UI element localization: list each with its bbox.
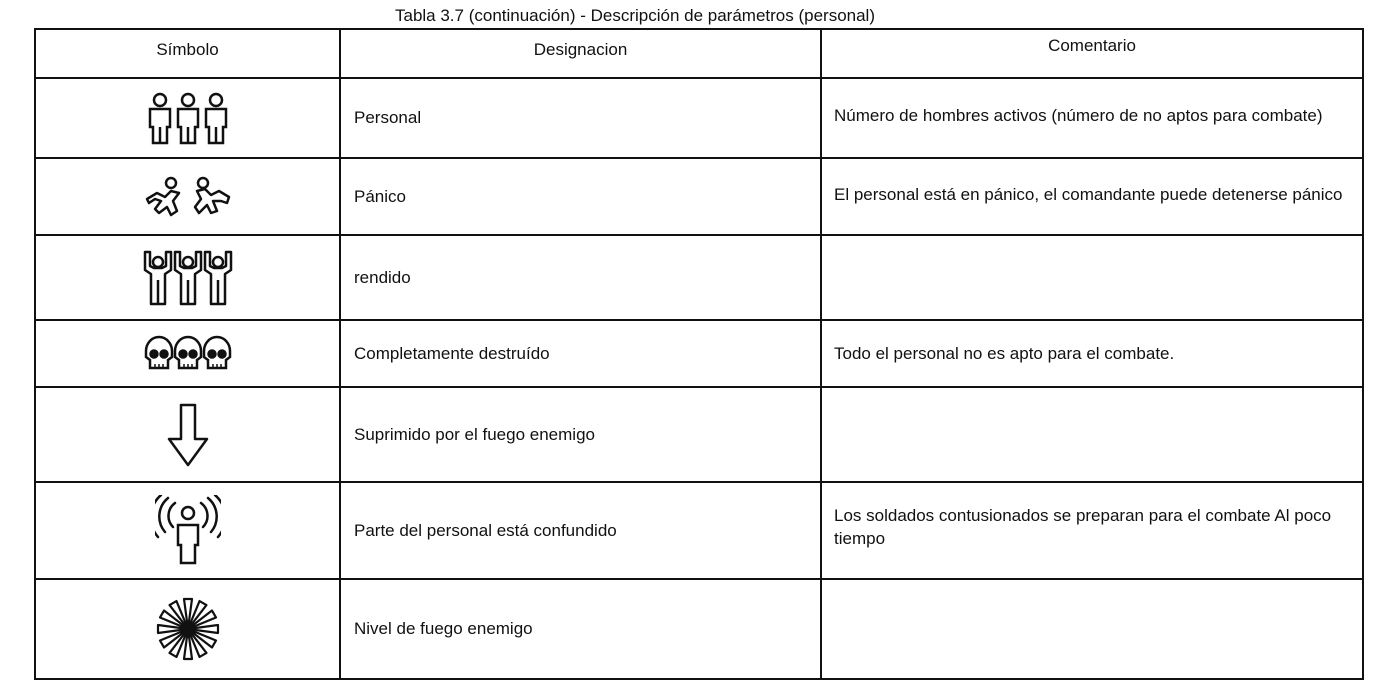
- designation-cell: rendido: [340, 235, 821, 320]
- table-row: [35, 579, 1363, 679]
- comment-cell: [821, 235, 1363, 320]
- table-row: [35, 78, 1363, 158]
- symbol-cell: [35, 387, 340, 482]
- comment-cell: [821, 387, 1363, 482]
- designation-cell: Personal: [340, 78, 821, 158]
- comment-cell: Todo el personal no es apto para el combate.: [821, 320, 1363, 387]
- table-row: [35, 235, 1363, 320]
- symbol-cell: [35, 579, 340, 679]
- comment-cell: Número de hombres activos (número de no aptos para combate): [821, 78, 1363, 158]
- table-row: [35, 387, 1363, 482]
- symbol-cell: [35, 235, 340, 320]
- table-row: [35, 158, 1363, 235]
- parameters-table: [34, 28, 1364, 680]
- header-symbol: Símbolo: [35, 29, 340, 78]
- comment-cell: El personal está en pánico, el comandante puede detenerse pánico: [821, 158, 1363, 235]
- three-skulls-icon: [143, 334, 233, 374]
- symbol-cell: [35, 320, 340, 387]
- comment-cell: Los soldados contusionados se preparan para el combate Al poco tiempo: [821, 482, 1363, 579]
- table-row: [35, 482, 1363, 579]
- designation-cell: Completamente destruído: [340, 320, 821, 387]
- table-caption: Tabla 3.7 (continuación) - Descripción de parámetros (personal): [394, 6, 875, 25]
- designation-cell: Pánico: [340, 158, 821, 235]
- symbol-cell: [35, 78, 340, 158]
- down-arrow-icon: [165, 402, 211, 468]
- table-header-row: [35, 29, 1363, 78]
- three-soldiers-icon: [146, 91, 230, 145]
- designation-cell: Nivel de fuego enemigo: [340, 579, 821, 679]
- starburst-icon: [152, 593, 224, 665]
- confused-soldier-icon: [155, 495, 221, 567]
- panic-soldiers-icon: [145, 175, 231, 219]
- designation-cell: Suprimido por el fuego enemigo: [340, 387, 821, 482]
- symbol-cell: [35, 158, 340, 235]
- symbol-cell: [35, 482, 340, 579]
- comment-cell: [821, 579, 1363, 679]
- header-designation: Designacion: [340, 29, 821, 78]
- header-comment: Comentario: [821, 29, 1363, 78]
- designation-cell: Parte del personal está confundido: [340, 482, 821, 579]
- table-row: [35, 320, 1363, 387]
- surrender-soldiers-icon: [142, 250, 234, 306]
